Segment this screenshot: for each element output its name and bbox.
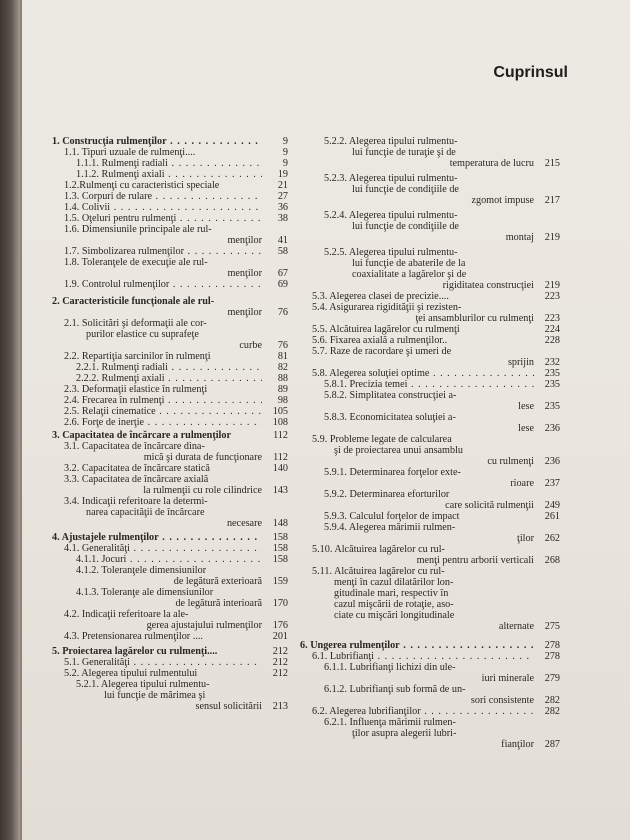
toc-entry-text: ţei ansamblurilor cu rulmenţi xyxy=(415,313,534,324)
toc-entry-text: rioare xyxy=(510,478,534,489)
toc-entry xyxy=(300,489,560,511)
toc-entry xyxy=(52,417,288,428)
toc-entry-text: menţilor xyxy=(227,268,262,279)
toc-page-number: 58 xyxy=(277,246,288,257)
toc-entry-text: 5.6. Fixarea axială a rulmenţilor.. xyxy=(312,335,448,346)
toc-entry-text: 1.2.Rulmenţi cu caracteristici speciale xyxy=(64,180,220,191)
toc-entry-text: 1.9. Controlul rulmenţilor . . . xyxy=(64,279,262,290)
toc-entry xyxy=(300,368,560,379)
toc-entry xyxy=(52,474,288,496)
toc-page-number: 105 xyxy=(272,406,288,417)
toc-entry-text: 5.8.1. Precizia temei . . . xyxy=(324,379,534,390)
toc-entry-text: care solicită rulmenţii xyxy=(445,500,534,511)
toc-entry-text: sori consistente xyxy=(470,695,534,706)
toc-entry xyxy=(52,430,288,441)
toc-entry xyxy=(300,640,560,651)
toc-page-number: 9 xyxy=(282,158,288,169)
toc-page-number: 159 xyxy=(272,576,288,587)
toc-page-number: 67 xyxy=(277,268,288,279)
toc-entry xyxy=(300,412,560,434)
toc-page-number: 279 xyxy=(544,673,560,684)
toc-entry-text: gerea ajustajului rulmenţilor xyxy=(146,620,262,631)
toc-entry-text: 5.9. Probleme legate de calcularea xyxy=(312,434,452,445)
toc-page-number: 212 xyxy=(272,668,288,679)
toc-entry-text: temperatura de lucru xyxy=(449,158,534,169)
toc-entry-text: 3. Capacitatea de încărcare a rulmenţilor xyxy=(52,430,231,441)
toc-entry xyxy=(52,554,288,565)
toc-page-number: 217 xyxy=(544,195,560,206)
toc-entry xyxy=(300,684,560,706)
toc-page-number: 38 xyxy=(277,213,288,224)
toc-entry xyxy=(52,147,288,158)
toc-entry xyxy=(300,173,560,206)
toc-entry-text: 6.1.2. Lubrifianţi sub formă de un- xyxy=(324,684,466,695)
toc-entry-text: 2.2. Repartiţia sarcinilor în rulmenţi xyxy=(64,351,211,362)
toc-page-number: 235 xyxy=(544,368,560,379)
toc-entry xyxy=(300,467,560,489)
toc-entry-text: 2. Caracteristicile funcţionale ale rul- xyxy=(52,296,215,307)
toc-entry-text: 3.4. Indicaţii referitoare la determi- xyxy=(64,496,208,507)
toc-entry xyxy=(52,532,288,543)
toc-entry xyxy=(52,384,288,395)
toc-left-column xyxy=(52,136,288,712)
toc-entry xyxy=(300,544,560,566)
toc-entry-text: 5.8.3. Economicitatea soluţiei a- xyxy=(324,412,456,423)
toc-page-number: 213 xyxy=(272,701,288,712)
toc-entry-text: ciate cu mişcări longitudinale xyxy=(334,610,455,621)
toc-entry xyxy=(300,522,560,544)
toc-entry-text: 5.9.3. Calculul forţelor de impact xyxy=(324,511,460,522)
toc-page-number: 158 xyxy=(272,543,288,554)
toc-page-number: 112 xyxy=(273,430,288,441)
toc-entry xyxy=(300,717,560,750)
toc-entry xyxy=(52,395,288,406)
toc-entry xyxy=(300,566,560,632)
toc-entry xyxy=(52,406,288,417)
toc-page-number: 9 xyxy=(282,147,288,158)
toc-page-number: 212 xyxy=(272,657,288,668)
toc-entry-text: 1.8. Toleranţele de execuţie ale rul- xyxy=(64,257,208,268)
toc-page-number: 219 xyxy=(544,232,560,243)
toc-entry-text: 6.1.1. Lubrifianţi lichizi din ule- xyxy=(324,662,456,673)
toc-entry xyxy=(52,587,288,609)
toc-entry-text: menţi în cazul dilatărilor lon- xyxy=(334,577,454,588)
toc-entry-text: necesare xyxy=(226,518,262,529)
toc-entry-text: narea capacităţii de încărcare xyxy=(86,507,205,518)
toc-entry xyxy=(300,511,560,522)
toc-entry-text: 5.4. Asigurarea rigidităţii şi rezisten- xyxy=(312,302,462,313)
toc-entry xyxy=(52,351,288,362)
toc-entry-text: 5.9.1. Determinarea forţelor exte- xyxy=(324,467,461,478)
toc-entry-text: 5.2. Alegerea tipului rulmentului xyxy=(64,668,198,679)
toc-entry xyxy=(52,609,288,631)
toc-entry-text: 5.2.2. Alegerea tipului rulmentu- xyxy=(324,136,458,147)
toc-entry-text: lui funcţie de abaterile de la xyxy=(352,258,466,269)
toc-page-number: 41 xyxy=(277,235,288,246)
toc-entry xyxy=(300,136,560,169)
toc-entry-text: 5.2.5. Alegerea tipului rulmentu- xyxy=(324,247,458,258)
toc-entry xyxy=(300,291,560,302)
toc-entry xyxy=(300,324,560,335)
toc-entry xyxy=(52,318,288,351)
toc-entry-text: 5.2.4. Alegerea tipului rulmentu- xyxy=(324,210,458,221)
toc-entry xyxy=(52,373,288,384)
toc-entry xyxy=(300,390,560,412)
toc-entry-text: curbe xyxy=(239,340,262,351)
toc-page-number: 27 xyxy=(277,191,288,202)
toc-entry-text: de legătură exterioară xyxy=(173,576,262,587)
toc-page-number: 158 xyxy=(272,532,288,543)
toc-entry-text: mică şi durata de funcţionare xyxy=(143,452,262,463)
toc-page-number: 261 xyxy=(544,511,560,522)
toc-entry xyxy=(300,335,560,346)
toc-page-number: 76 xyxy=(277,340,288,351)
toc-entry-text: sensul solicitării xyxy=(195,701,262,712)
toc-page-number: 143 xyxy=(272,485,288,496)
toc-entry xyxy=(52,631,288,642)
toc-entry-text: 5.9.2. Determinarea eforturilor xyxy=(324,489,450,500)
toc-page-number: 176 xyxy=(272,620,288,631)
toc-entry-text: 2.3. Deformaţii elastice în rulmenţi xyxy=(64,384,208,395)
toc-entry-text: cu rulmenţi xyxy=(487,456,534,467)
toc-entry-text: ţilor asupra alegerii lubri- xyxy=(352,728,457,739)
toc-page-number: 268 xyxy=(544,555,560,566)
toc-entry xyxy=(52,213,288,224)
toc-entry-text: 5.3. Alegerea clasei de precizie.... xyxy=(312,291,449,302)
toc-entry-text: 6.2.1. Influenţa mărimii rulmen- xyxy=(324,717,456,728)
toc-page-number: 235 xyxy=(544,401,560,412)
toc-entry-text: la rulmenţii cu role cilindrice xyxy=(143,485,262,496)
toc-entry xyxy=(52,158,288,169)
toc-entry xyxy=(52,543,288,554)
toc-page-number: 81 xyxy=(277,351,288,362)
toc-entry-text: 4.2. Indicaţii referitoare la ale- xyxy=(64,609,189,620)
toc-entry-text: lui funcţie de mărimea şi xyxy=(104,690,206,701)
toc-page-number: 232 xyxy=(544,357,560,368)
toc-page-number: 88 xyxy=(277,373,288,384)
toc-entry-text: 1.3. Corpuri de rulare . . . xyxy=(64,191,262,202)
toc-page-number: 89 xyxy=(277,384,288,395)
toc-entry-text: 2.2.2. Rulmenţi axiali . . . xyxy=(76,373,262,384)
toc-entry xyxy=(52,224,288,246)
toc-page-number: 235 xyxy=(544,379,560,390)
toc-entry-text: 5.11. Alcătuirea lagărelor cu rul- xyxy=(312,566,445,577)
toc-entry-text: 4. Ajustajele rulmenţilor . . . xyxy=(52,532,262,543)
toc-entry-text: 6.2. Alegerea lubrifianţilor . . . xyxy=(312,706,534,717)
toc-entry-text: 2.5. Relaţii cinematice . . . xyxy=(64,406,262,417)
toc-entry-text: 1.7. Simbolizarea rulmenţilor . . . xyxy=(64,246,262,257)
toc-entry-text: 2.2.1. Rulmenţi radiali . . . xyxy=(76,362,262,373)
toc-page-number: 19 xyxy=(277,169,288,180)
toc-page-number: 275 xyxy=(544,621,560,632)
toc-entry xyxy=(52,657,288,668)
toc-entry xyxy=(52,296,288,318)
toc-page-number: 108 xyxy=(272,417,288,428)
toc-page-number: 140 xyxy=(272,463,288,474)
toc-entry-text: menţi pentru arborii verticali xyxy=(416,555,534,566)
toc-page-number: 36 xyxy=(277,202,288,213)
toc-entry-text: 4.1. Generalităţi . . . xyxy=(64,543,262,554)
toc-entry-text: cazul mişcării de rotaţie, aso- xyxy=(334,599,454,610)
toc-entry xyxy=(52,191,288,202)
book-spine xyxy=(0,0,20,840)
toc-page-number: 287 xyxy=(544,739,560,750)
toc-entry-text: zgomot impuse xyxy=(471,195,534,206)
toc-entry-text: 4.1.3. Toleranţe ale dimensiunilor xyxy=(76,587,214,598)
toc-entry-text: purilor elastice cu suprafeţe xyxy=(86,329,199,340)
toc-entry-text: 4.3. Pretensionarea rulmenţilor .... xyxy=(64,631,203,642)
toc-entry xyxy=(52,279,288,290)
toc-page-number: 69 xyxy=(277,279,288,290)
toc-page-number: 170 xyxy=(272,598,288,609)
toc-entry-text: 5.2.1. Alegerea tipului rulmentu- xyxy=(76,679,210,690)
toc-page-number: 112 xyxy=(273,452,288,463)
toc-entry-text: 3.3. Capacitatea de încărcare axială xyxy=(64,474,209,485)
toc-page-number: 98 xyxy=(277,395,288,406)
toc-entry xyxy=(52,679,288,712)
toc-entry-text: sprijin xyxy=(507,357,534,368)
toc-entry xyxy=(300,434,560,467)
toc-page-number: 215 xyxy=(544,158,560,169)
toc-entry-text: lese xyxy=(518,401,534,412)
toc-page-number: 158 xyxy=(272,554,288,565)
toc-entry-text: iuri minerale xyxy=(481,673,534,684)
toc-entry-text: 5.10. Alcătuirea lagărelor cu rul- xyxy=(312,544,445,555)
toc-entry-text: 5.9.4. Alegerea mărimii rulmen- xyxy=(324,522,456,533)
toc-page-number: 201 xyxy=(272,631,288,642)
toc-entry-text: 2.1. Solicitări şi deformaţii ale cor- xyxy=(64,318,207,329)
toc-entry xyxy=(52,496,288,529)
toc-entry-text: 1.6. Dimensiunile principale ale rul- xyxy=(64,224,212,235)
toc-entry-text: montaj xyxy=(505,232,534,243)
toc-entry-text: 1.1.2. Rulmenţi axiali . . . xyxy=(76,169,262,180)
toc-entry-text: 3.2. Capacitatea de încărcare statică xyxy=(64,463,210,474)
toc-entry xyxy=(52,257,288,279)
toc-page-number: 278 xyxy=(544,640,560,651)
toc-page-number: 223 xyxy=(544,313,560,324)
toc-page-number: 278 xyxy=(544,651,560,662)
toc-entry-text: şi de proiectarea unui ansamblu xyxy=(334,445,463,456)
toc-entry-text: 1.4. Coliviі . . . xyxy=(64,202,262,213)
toc-entry-text: 1.5. Oţeluri pentru rulmenţi . . . xyxy=(64,213,262,224)
toc-entry xyxy=(300,346,560,368)
toc-entry-text: ţilor xyxy=(517,533,534,544)
toc-entry-text: 1.1.1. Rulmenţi radiali . . . xyxy=(76,158,262,169)
toc-entry-text: 5.8.2. Simplitatea construcţiei a- xyxy=(324,390,457,401)
toc-entry-text: 6.1. Lubrifianţi . . . xyxy=(312,651,534,662)
toc-entry xyxy=(300,379,560,390)
toc-entry xyxy=(300,302,560,324)
toc-entry-text: menţilor xyxy=(227,235,262,246)
toc-page-number: 237 xyxy=(544,478,560,489)
toc-entry xyxy=(300,651,560,662)
toc-page-number: 282 xyxy=(544,706,560,717)
toc-entry-text: alternate xyxy=(498,621,534,632)
toc-entry xyxy=(300,210,560,243)
toc-page-number: 219 xyxy=(544,280,560,291)
toc-page-number: 9 xyxy=(282,136,288,147)
toc-entry-text: 2.4. Frecarea în rulmenţi . . . xyxy=(64,395,262,406)
toc-entry xyxy=(52,246,288,257)
toc-entry-text: gitudinale mari, respectiv în xyxy=(334,588,449,599)
toc-entry xyxy=(52,463,288,474)
toc-entry-text: rigiditatea construcţiei xyxy=(442,280,534,291)
toc-entry-text: lui funcţie de condiţiile de xyxy=(352,221,459,232)
toc-page-number: 82 xyxy=(277,362,288,373)
toc-page-number: 212 xyxy=(272,646,288,657)
toc-entry-text: 5. Proiectarea lagărelor cu rulmenţi.... xyxy=(52,646,218,657)
toc-page-number: 249 xyxy=(544,500,560,511)
toc-entry-text: 3.1. Capacitatea de încărcare dina- xyxy=(64,441,205,452)
spine-edge xyxy=(20,0,22,840)
toc-entry xyxy=(52,180,288,191)
toc-page-number: 282 xyxy=(544,695,560,706)
toc-entry xyxy=(300,247,560,291)
toc-entry xyxy=(52,565,288,587)
toc-entry-text: 5.5. Alcătuirea lagărelor cu rulmenţi xyxy=(312,324,460,335)
toc-entry-text: 6. Ungerea rulmenţilor . . . xyxy=(300,640,534,651)
toc-entry xyxy=(52,202,288,213)
toc-entry-text: coaxialitate a lagărelor şi de xyxy=(352,269,467,280)
toc-entry xyxy=(52,169,288,180)
toc-page-number: 21 xyxy=(277,180,288,191)
toc-page-number: 148 xyxy=(272,518,288,529)
toc-page-number: 76 xyxy=(277,307,288,318)
toc-entry-text: 5.1. Generalităţi . . . xyxy=(64,657,262,668)
toc-page-number: 262 xyxy=(544,533,560,544)
toc-page-number: 224 xyxy=(544,324,560,335)
toc-entry-text: 1.1. Tipuri uzuale de rulmenţi.... xyxy=(64,147,196,158)
toc-entry-text: 1. Construcţia rulmenţilor . . . xyxy=(52,136,262,147)
toc-page-number: 223 xyxy=(544,291,560,302)
toc-entry xyxy=(52,668,288,679)
toc-entry-text: lui funcţie de turaţie şi de xyxy=(352,147,456,158)
toc-entry-text: 5.7. Raze de racordare şi umeri de xyxy=(312,346,452,357)
toc-entry-text: 5.2.3. Alegerea tipului rulmentu- xyxy=(324,173,458,184)
toc-entry-text: 2.6. Forţe de inerţie . . . xyxy=(64,417,262,428)
toc-entry-text: 4.1.2. Toleranţele dimensiunilor xyxy=(76,565,207,576)
toc-entry-text: fianţilor xyxy=(501,739,534,750)
toc-entry xyxy=(52,136,288,147)
page-title: Cuprinsul xyxy=(493,64,568,81)
toc-entry-text: menţilor xyxy=(227,307,262,318)
toc-entry-text: de legătură interioară xyxy=(175,598,262,609)
toc-entry xyxy=(300,662,560,684)
toc-right-column xyxy=(300,136,560,750)
toc-entry xyxy=(300,706,560,717)
toc-entry-text: 4.1.1. Jocuri . . . xyxy=(76,554,262,565)
toc-page-number: 236 xyxy=(544,456,560,467)
toc-entry-text: lese xyxy=(518,423,534,434)
toc-entry xyxy=(52,441,288,463)
toc-page-number: 236 xyxy=(544,423,560,434)
toc-entry-text: lui funcţie de condiţiile de xyxy=(352,184,459,195)
toc-page-number: 228 xyxy=(544,335,560,346)
toc-entry-text: 5.8. Alegerea soluţiei optime . . . xyxy=(312,368,534,379)
toc-entry xyxy=(52,362,288,373)
toc-entry xyxy=(52,646,288,657)
